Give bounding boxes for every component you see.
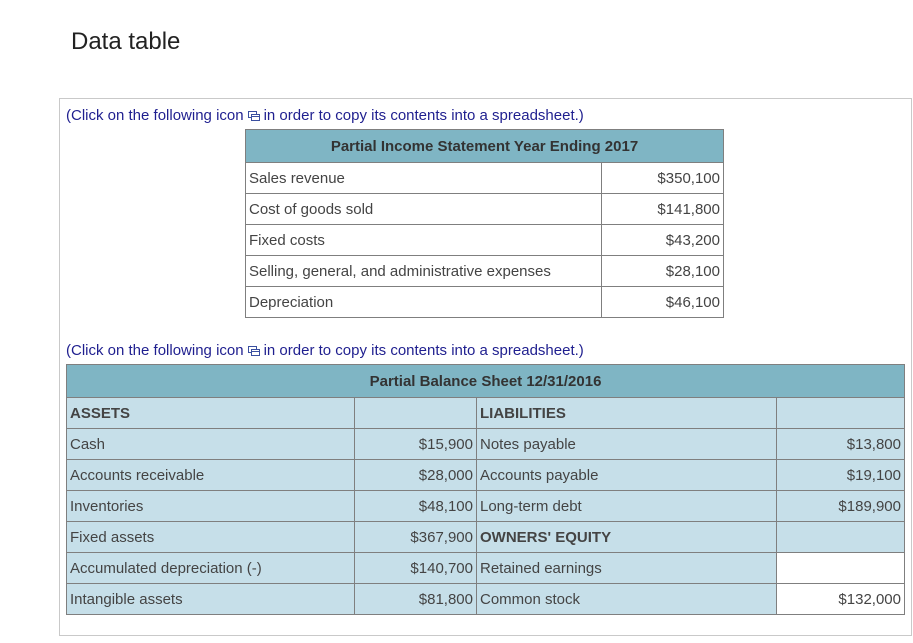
liabilities-header: LIABILITIES (477, 398, 777, 429)
asset-value: $367,900 (355, 522, 477, 553)
liability-value (777, 553, 905, 584)
liability-label: Retained earnings (477, 553, 777, 584)
copy-instruction-income (66, 107, 584, 124)
page-title: Data table (71, 28, 181, 55)
asset-label: Inventories (67, 491, 355, 522)
table-row (67, 491, 905, 522)
asset-label: Accumulated depreciation (-) (67, 553, 355, 584)
row-label: Sales revenue (246, 163, 602, 194)
liability-label: Accounts payable (477, 460, 777, 491)
liability-value: $13,800 (777, 429, 905, 460)
row-label: Fixed costs (246, 225, 602, 256)
income-statement-title: Partial Income Statement Year Ending 2017 (246, 130, 724, 163)
asset-value: $81,800 (355, 584, 477, 615)
asset-value: $140,700 (355, 553, 477, 584)
instruction-after: in order to copy its contents into a spreadsheet.) (263, 107, 584, 124)
asset-label: Cash (67, 429, 355, 460)
liability-value: $19,100 (777, 460, 905, 491)
row-value: $43,200 (602, 225, 724, 256)
row-value: $28,100 (602, 256, 724, 287)
table-row (67, 584, 905, 615)
owners-equity-header-value (777, 522, 905, 553)
liability-value: $189,900 (777, 491, 905, 522)
balance-sheet-title: Partial Balance Sheet 12/31/2016 (67, 365, 905, 398)
table-row (246, 194, 724, 225)
asset-value: $28,000 (355, 460, 477, 491)
instruction-after: in order to copy its contents into a spreadsheet.) (263, 342, 584, 359)
asset-label: Fixed assets (67, 522, 355, 553)
table-row (67, 429, 905, 460)
asset-label: Intangible assets (67, 584, 355, 615)
assets-header: ASSETS (67, 398, 355, 429)
row-label: Selling, general, and administrative expenses (246, 256, 602, 287)
income-statement-table (245, 129, 724, 318)
asset-value: $15,900 (355, 429, 477, 460)
row-label: Cost of goods sold (246, 194, 602, 225)
copy-instruction-balance (66, 342, 584, 359)
asset-value: $48,100 (355, 491, 477, 522)
table-row (67, 553, 905, 584)
owners-equity-header: OWNERS' EQUITY (477, 522, 777, 553)
table-row (246, 256, 724, 287)
asset-label: Accounts receivable (67, 460, 355, 491)
assets-header-value (355, 398, 477, 429)
instruction-before: (Click on the following icon (66, 342, 244, 359)
table-row (246, 287, 724, 318)
liability-label: Notes payable (477, 429, 777, 460)
row-value: $141,800 (602, 194, 724, 225)
liabilities-header-value (777, 398, 905, 429)
row-label: Depreciation (246, 287, 602, 318)
table-row (67, 460, 905, 491)
table-row (246, 163, 724, 194)
balance-sheet-table (66, 364, 905, 615)
liability-label: Common stock (477, 584, 777, 615)
instruction-before: (Click on the following icon (66, 107, 244, 124)
copy-spreadsheet-icon[interactable] (248, 111, 260, 121)
liability-value: $132,000 (777, 584, 905, 615)
row-value: $350,100 (602, 163, 724, 194)
table-row (246, 225, 724, 256)
table-row (67, 522, 905, 553)
copy-spreadsheet-icon[interactable] (248, 346, 260, 356)
table-row (67, 398, 905, 429)
liability-label: Long-term debt (477, 491, 777, 522)
row-value: $46,100 (602, 287, 724, 318)
